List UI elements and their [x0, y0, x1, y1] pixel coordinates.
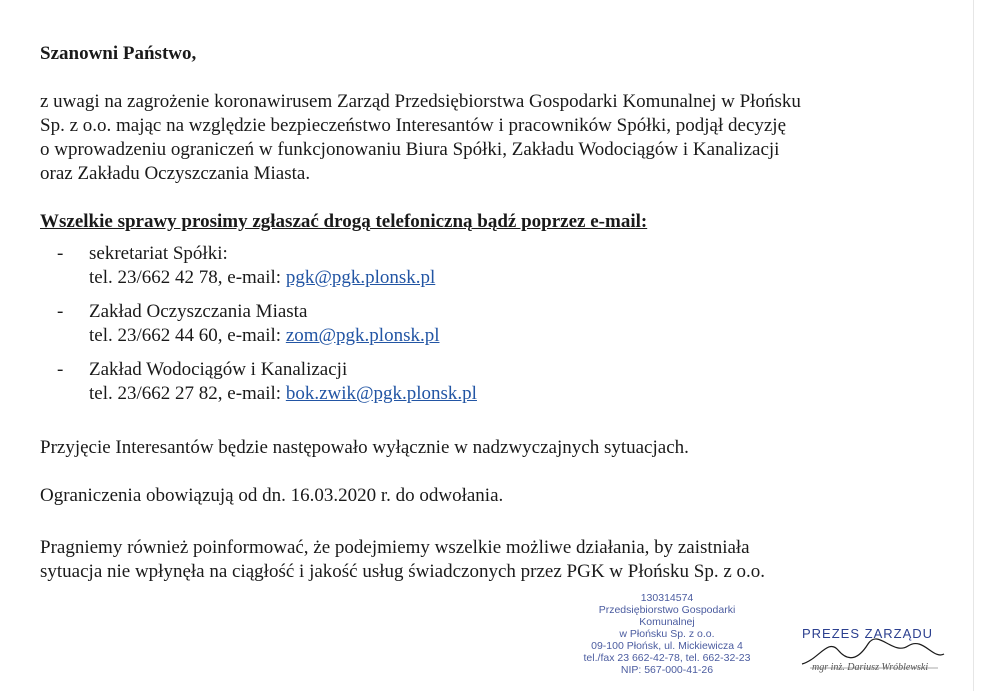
contact-heading: Wszelkie sprawy prosimy zgłaszać drogą telefoniczną bądź poprzez e-mail:: [40, 211, 648, 232]
contact-name: Zakład Oczyszczania Miasta: [89, 301, 308, 322]
intro-line: Sp. z o.o. mając na względzie bezpieczeństwo Interesantów i pracowników Spółki, podjął decyzję: [40, 115, 787, 136]
stamp-phone: tel./fax 23 662-42-78, tel. 662-32-23: [583, 652, 751, 664]
letter-body: [40, 42, 940, 582]
signature-title: PREZES ZARZĄDU: [802, 626, 934, 641]
closing-line: sytuacja nie wpłynęła na ciągłość i jakość usług świadczonych przez PGK w Płońsku Sp. z o.o.: [40, 561, 766, 582]
page-edge: [973, 0, 974, 691]
contact-details: [89, 382, 477, 406]
email-link[interactable]: bok.zwik@pgk.plonsk.pl: [285, 383, 477, 404]
contact-details: [89, 266, 477, 290]
email-link[interactable]: pgk@pgk.plonsk.pl: [285, 267, 436, 288]
signature-name: mgr inż. Dariusz Wróblewski: [812, 662, 929, 673]
stamp-address: 09-100 Płońsk, ul. Mickiewicza 4: [591, 640, 743, 652]
contact-phone: tel. 23/662 44 60, e-mail:: [89, 325, 286, 346]
intro-line: z uwagi na zagrożenie koronawirusem Zarząd Przedsiębiorstwa Gospodarki Komunalnej w Płońsku: [40, 91, 801, 112]
contact-list: [40, 242, 477, 416]
contact-phone: tel. 23/662 27 82, e-mail:: [89, 383, 286, 404]
validity-paragraph: Ograniczenia obowiązują od dn. 16.03.2020 r. do odwołania.: [40, 485, 504, 506]
reception-paragraph: Przyjęcie Interesantów będzie następowało wyłącznie w nadzwyczajnych sytuacjach.: [40, 437, 689, 458]
contact-item-zom: [40, 300, 477, 348]
stamp-number: 130314574: [640, 592, 694, 604]
signature-block: [790, 622, 950, 673]
stamp-location: w Płońsku Sp. z o.o.: [619, 628, 715, 640]
email-link[interactable]: zom@pgk.plonsk.pl: [285, 325, 440, 346]
closing-paragraph: [40, 536, 765, 584]
list-dash: -: [57, 243, 64, 264]
contact-details: [89, 324, 477, 348]
contact-name: Zakład Wodociągów i Kanalizacji: [89, 359, 348, 380]
stamp-company: Przedsiębiorstwo Gospodarki Komunalnej: [598, 604, 736, 628]
company-stamp: [572, 592, 762, 676]
salutation: Szanowni Państwo,: [40, 43, 197, 64]
contact-phone: tel. 23/662 42 78, e-mail:: [89, 267, 286, 288]
list-dash: -: [57, 359, 64, 380]
contact-name: sekretariat Spółki:: [89, 243, 228, 264]
intro-paragraph: [40, 90, 801, 186]
intro-line: o wprowadzeniu ograniczeń w funkcjonowaniu Biura Spółki, Zakładu Wodociągów i Kanalizacji: [40, 139, 780, 160]
closing-line: Pragniemy również poinformować, że podejmiemy wszelkie możliwe działania, by zaistniała: [40, 537, 750, 558]
stamp-nip: NIP: 567-000-41-26: [620, 664, 714, 676]
contact-item-zwik: [40, 358, 477, 406]
list-dash: -: [57, 301, 64, 322]
intro-line: oraz Zakładu Oczyszczania Miasta.: [40, 163, 311, 184]
contact-item-secretariat: [40, 242, 477, 290]
